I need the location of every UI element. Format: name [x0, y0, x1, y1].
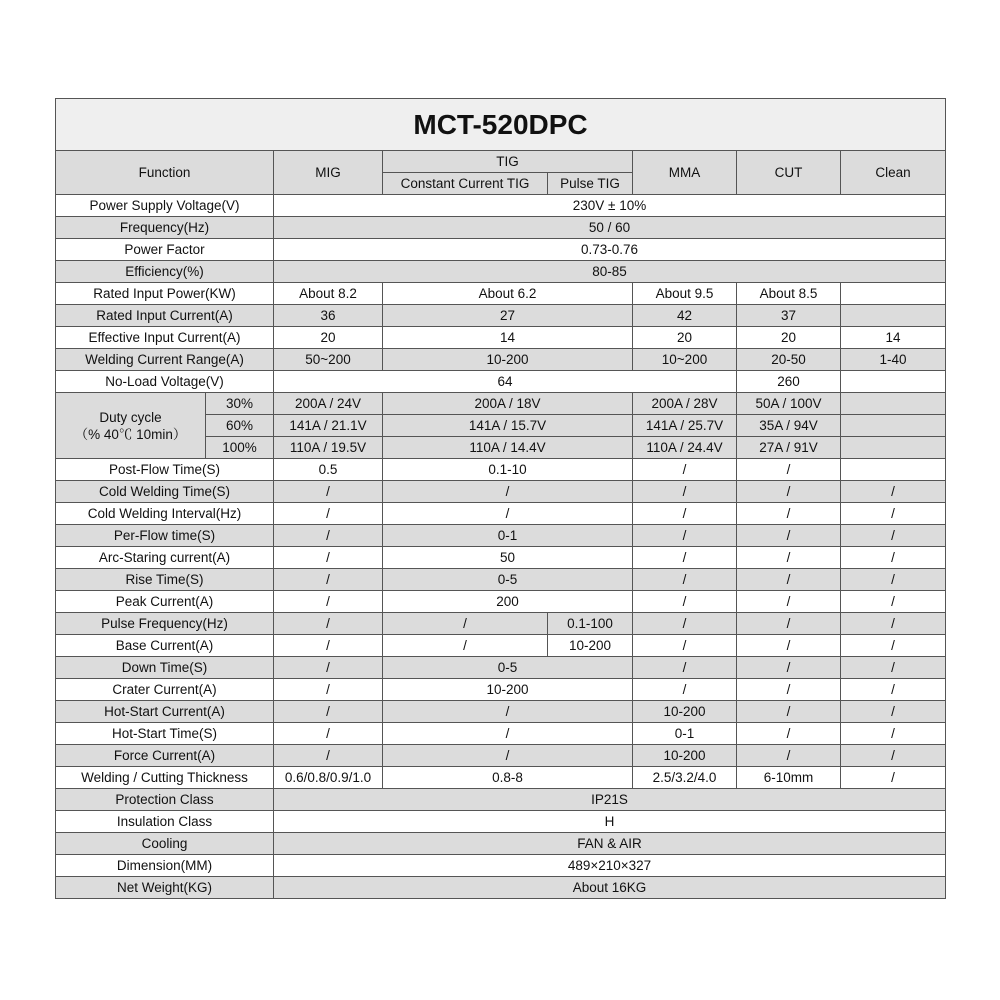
row-label: Pulse Frequency(Hz): [56, 613, 274, 635]
cell-mma: About 9.5: [633, 283, 737, 305]
cell-tig: 0-1: [383, 525, 633, 547]
row-label: Welding / Cutting Thickness: [56, 767, 274, 789]
cell-tig: /: [383, 503, 633, 525]
cell-cut: /: [737, 701, 841, 723]
row-value: 50 / 60: [274, 217, 946, 239]
cell-cut: /: [737, 635, 841, 657]
page-title: MCT-520DPC: [56, 99, 946, 151]
header-row: [56, 151, 946, 173]
cell-tig: 10-200: [383, 679, 633, 701]
cell-mma: 110A / 24.4V: [633, 437, 737, 459]
row-rated-power: [56, 283, 946, 305]
row-no-load: [56, 371, 946, 393]
row-value: About 16KG: [274, 877, 946, 899]
cell-mig: /: [274, 547, 383, 569]
cell-mma: /: [633, 503, 737, 525]
row-value: 0.73-0.76: [274, 239, 946, 261]
cell-mma: /: [633, 459, 737, 481]
cell-cut: 50A / 100V: [737, 393, 841, 415]
cell-mig: 110A / 19.5V: [274, 437, 383, 459]
cell-clean: /: [841, 635, 946, 657]
cell-cut: /: [737, 723, 841, 745]
cell-mma: 10-200: [633, 745, 737, 767]
cell-tig: 10-200: [383, 349, 633, 371]
cell-mig: /: [274, 745, 383, 767]
cell-clean: /: [841, 679, 946, 701]
row-label: Hot-Start Current(A): [56, 701, 274, 723]
cell-tig: 0.8-8: [383, 767, 633, 789]
cell-cut: /: [737, 657, 841, 679]
cell-cut: /: [737, 679, 841, 701]
cell-cut: 6-10mm: [737, 767, 841, 789]
row-value: FAN & AIR: [274, 833, 946, 855]
row-cold-time: [56, 481, 946, 503]
cell-cut: 260: [737, 371, 841, 393]
row-label: Cooling: [56, 833, 274, 855]
cell-tig: 27: [383, 305, 633, 327]
row-label: Efficiency(%): [56, 261, 274, 283]
row-label: No-Load Voltage(V): [56, 371, 274, 393]
cell-clean: [841, 415, 946, 437]
cell-tig: 110A / 14.4V: [383, 437, 633, 459]
cell-tig: /: [383, 701, 633, 723]
cell-tig: /: [383, 481, 633, 503]
cell-tig: 0.1-10: [383, 459, 633, 481]
cell-mma: 10-200: [633, 701, 737, 723]
cell-tig: About 6.2: [383, 283, 633, 305]
cell-mig: 36: [274, 305, 383, 327]
row-rated-current: [56, 305, 946, 327]
row-label: Power Factor: [56, 239, 274, 261]
cell-clean: /: [841, 503, 946, 525]
cell-mig: 50~200: [274, 349, 383, 371]
cell-clean: [841, 305, 946, 327]
row-value: 489×210×327: [274, 855, 946, 877]
cell-cut: 20: [737, 327, 841, 349]
cell-clean: /: [841, 547, 946, 569]
cell-mig: 0.5: [274, 459, 383, 481]
cell-clean: [841, 371, 946, 393]
cell-tig: 50: [383, 547, 633, 569]
duty-label-line1: Duty cycle: [99, 409, 162, 425]
cell-mma: /: [633, 481, 737, 503]
cell-cut: 20-50: [737, 349, 841, 371]
cell-mig: /: [274, 569, 383, 591]
row-value: 80-85: [274, 261, 946, 283]
cell-cut: /: [737, 481, 841, 503]
row-label: Frequency(Hz): [56, 217, 274, 239]
header-cut: CUT: [737, 151, 841, 195]
cell-tig: 200: [383, 591, 633, 613]
row-efficiency: [56, 261, 946, 283]
cell-mig: About 8.2: [274, 283, 383, 305]
row-label: Peak Current(A): [56, 591, 274, 613]
cell-mig: 20: [274, 327, 383, 349]
cell-pulse-tig: 10-200: [548, 635, 633, 657]
row-hot-start-current: [56, 701, 946, 723]
row-label: Dimension(MM): [56, 855, 274, 877]
row-label: Power Supply Voltage(V): [56, 195, 274, 217]
row-label: Crater Current(A): [56, 679, 274, 701]
cell-cut: About 8.5: [737, 283, 841, 305]
cell-mma: 0-1: [633, 723, 737, 745]
cell-cut: /: [737, 591, 841, 613]
cell-mma: 141A / 25.7V: [633, 415, 737, 437]
cell-mig: /: [274, 701, 383, 723]
cell-clean: 14: [841, 327, 946, 349]
cell-clean: /: [841, 745, 946, 767]
row-cold-interval: [56, 503, 946, 525]
row-label: Arc-Staring current(A): [56, 547, 274, 569]
row-label: Force Current(A): [56, 745, 274, 767]
row-label: Rated Input Current(A): [56, 305, 274, 327]
cell-mma: /: [633, 679, 737, 701]
title-row: [56, 99, 946, 151]
header-mma: MMA: [633, 151, 737, 195]
row-post-flow: [56, 459, 946, 481]
row-label: Hot-Start Time(S): [56, 723, 274, 745]
row-pre-flow: [56, 525, 946, 547]
row-duty-30: [56, 393, 946, 415]
row-label: Cold Welding Interval(Hz): [56, 503, 274, 525]
cell-mig: /: [274, 525, 383, 547]
cell-clean: [841, 459, 946, 481]
row-cooling: [56, 833, 946, 855]
cell-mma: /: [633, 525, 737, 547]
cell-clean: /: [841, 701, 946, 723]
cell-mma: 42: [633, 305, 737, 327]
cell-cut: /: [737, 569, 841, 591]
cell-mma: 20: [633, 327, 737, 349]
row-base-current: [56, 635, 946, 657]
cell-clean: [841, 437, 946, 459]
row-label: Base Current(A): [56, 635, 274, 657]
duty-pct: 100%: [206, 437, 274, 459]
row-frequency: [56, 217, 946, 239]
row-force-current: [56, 745, 946, 767]
duty-label-line2: （% 40℃ 10min）: [74, 426, 187, 442]
cell-mig: /: [274, 503, 383, 525]
cell-mig: /: [274, 635, 383, 657]
row-label: Post-Flow Time(S): [56, 459, 274, 481]
cell-clean: /: [841, 569, 946, 591]
row-rise-time: [56, 569, 946, 591]
cell-cut: 35A / 94V: [737, 415, 841, 437]
cell-cc-tig: /: [383, 635, 548, 657]
row-thickness: [56, 767, 946, 789]
cell-cut: /: [737, 547, 841, 569]
row-label: Effective Input Current(A): [56, 327, 274, 349]
cell-clean: /: [841, 591, 946, 613]
cell-mma: /: [633, 613, 737, 635]
cell-mig: /: [274, 679, 383, 701]
cell-clean: /: [841, 481, 946, 503]
cell-clean: 1-40: [841, 349, 946, 371]
row-power-supply: [56, 195, 946, 217]
cell-mma: /: [633, 547, 737, 569]
cell-cut: /: [737, 459, 841, 481]
duty-cycle-label: [56, 393, 206, 459]
cell-cut: /: [737, 525, 841, 547]
cell-clean: [841, 393, 946, 415]
row-value: H: [274, 811, 946, 833]
cell-tig: 141A / 15.7V: [383, 415, 633, 437]
cell-cut: 27A / 91V: [737, 437, 841, 459]
row-pulse-freq: [56, 613, 946, 635]
cell-cut: /: [737, 745, 841, 767]
row-label: Cold Welding Time(S): [56, 481, 274, 503]
cell-clean: /: [841, 723, 946, 745]
cell-cut: /: [737, 613, 841, 635]
cell-mig: /: [274, 613, 383, 635]
cell-mig: 0.6/0.8/0.9/1.0: [274, 767, 383, 789]
duty-pct: 60%: [206, 415, 274, 437]
cell-mig: /: [274, 657, 383, 679]
header-function: Function: [56, 151, 274, 195]
duty-pct: 30%: [206, 393, 274, 415]
header-pulse-tig: Pulse TIG: [548, 173, 633, 195]
cell-mma: /: [633, 569, 737, 591]
row-protection: [56, 789, 946, 811]
row-value: 230V ± 10%: [274, 195, 946, 217]
cell-clean: /: [841, 525, 946, 547]
row-welding-range: [56, 349, 946, 371]
cell-cut: 37: [737, 305, 841, 327]
row-label: Protection Class: [56, 789, 274, 811]
row-label: Rise Time(S): [56, 569, 274, 591]
cell-mig-tig-mma: 64: [274, 371, 737, 393]
cell-tig: 200A / 18V: [383, 393, 633, 415]
row-value: IP21S: [274, 789, 946, 811]
cell-mig: /: [274, 481, 383, 503]
cell-mma: 200A / 28V: [633, 393, 737, 415]
header-mig: MIG: [274, 151, 383, 195]
cell-clean: /: [841, 613, 946, 635]
cell-mig: 200A / 24V: [274, 393, 383, 415]
header-clean: Clean: [841, 151, 946, 195]
cell-tig: /: [383, 745, 633, 767]
cell-pulse-tig: 0.1-100: [548, 613, 633, 635]
cell-mig: 141A / 21.1V: [274, 415, 383, 437]
cell-tig: 14: [383, 327, 633, 349]
row-label: Net Weight(KG): [56, 877, 274, 899]
row-weight: [56, 877, 946, 899]
row-label: Rated Input Power(KW): [56, 283, 274, 305]
cell-tig: 0-5: [383, 657, 633, 679]
cell-clean: /: [841, 657, 946, 679]
row-hot-start-time: [56, 723, 946, 745]
cell-tig: /: [383, 723, 633, 745]
cell-mma: /: [633, 591, 737, 613]
row-label: Down Time(S): [56, 657, 274, 679]
row-label: Welding Current Range(A): [56, 349, 274, 371]
row-arc-start: [56, 547, 946, 569]
row-dimension: [56, 855, 946, 877]
cell-mma: /: [633, 635, 737, 657]
cell-tig: 0-5: [383, 569, 633, 591]
cell-cut: /: [737, 503, 841, 525]
header-cc-tig: Constant Current TIG: [383, 173, 548, 195]
row-effective-current: [56, 327, 946, 349]
cell-mma: 2.5/3.2/4.0: [633, 767, 737, 789]
cell-clean: /: [841, 767, 946, 789]
row-label: Insulation Class: [56, 811, 274, 833]
cell-mma: /: [633, 657, 737, 679]
cell-cc-tig: /: [383, 613, 548, 635]
cell-mig: /: [274, 723, 383, 745]
header-tig: TIG: [383, 151, 633, 173]
row-power-factor: [56, 239, 946, 261]
spec-table: [55, 98, 946, 899]
cell-mma: 10~200: [633, 349, 737, 371]
row-down-time: [56, 657, 946, 679]
row-label: Per-Flow time(S): [56, 525, 274, 547]
cell-clean: [841, 283, 946, 305]
cell-mig: /: [274, 591, 383, 613]
row-insulation: [56, 811, 946, 833]
row-peak-current: [56, 591, 946, 613]
row-crater-current: [56, 679, 946, 701]
